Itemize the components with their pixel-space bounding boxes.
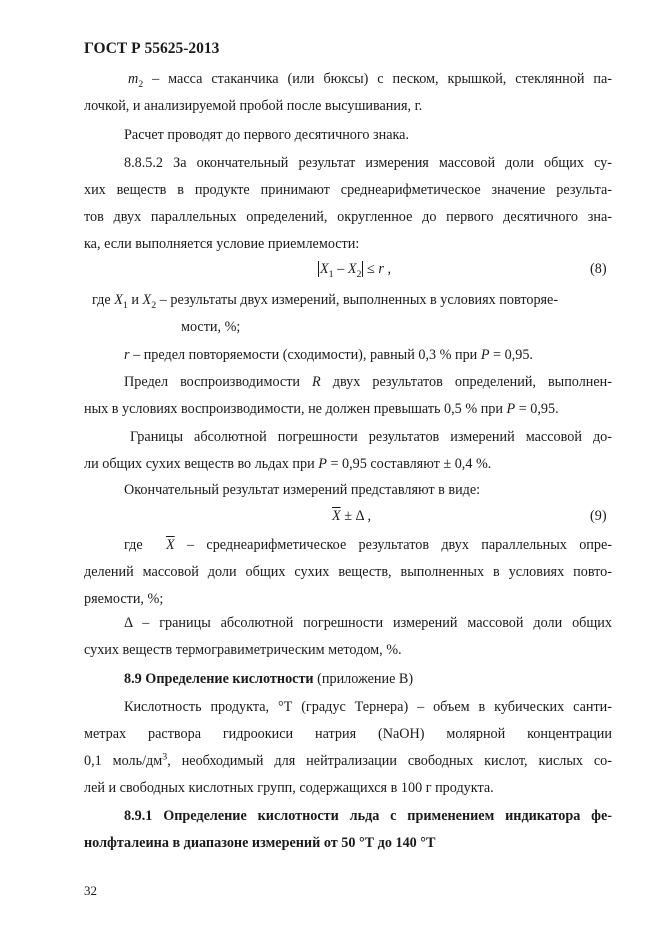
m2-definition-line-1 — [128, 70, 612, 88]
error-bounds-line-2 — [84, 455, 491, 473]
eq8-x1-sub: 1 — [328, 268, 334, 280]
equation-9-number: (9) — [590, 508, 607, 524]
error-text-b: = 0,95 составляют ± 0,4 %. — [326, 456, 492, 472]
m2-definition-line-2: лочкой, и анализируемой пробой после высушивания, г. — [84, 98, 423, 114]
reproducibility-line-1 — [124, 373, 612, 391]
eq9-xbar: $\overline{X}$ — [332, 508, 341, 524]
r-p-value: = 0,95. — [489, 347, 533, 363]
m2-text: – масса стаканчика (или бюксы) с песком, крышкой, стеклянной па- — [143, 71, 612, 87]
abs-difference — [318, 261, 363, 280]
para-8852-line-2: хих веществ в продукте принимают среднеарифметическое значение результа- — [84, 182, 612, 198]
repro-text-b: двух результатов определений, выполнен- — [320, 374, 612, 390]
r-definition — [124, 346, 533, 364]
section-8-9-1-heading-line-2: нолфталеина в диапазоне измерений от 50 °Т до 140 °Т — [84, 835, 436, 851]
where-xbar-line-2: делений массовой доли общих сухих веществ, выполненных в условиях повто- — [84, 564, 612, 580]
where-x1: X — [114, 292, 123, 308]
acidity-para-line-4: лей и свободных кислотных групп, содержащихся в 100 г продукта. — [84, 780, 494, 796]
delta-definition-line-1: Δ – границы абсолютной погрешности измерений массовой доли общих — [124, 615, 612, 631]
repro-R-symbol: R — [312, 374, 321, 390]
r-text: – предел повторяемости (сходимости), равный 0,3 % при — [129, 347, 481, 363]
where-x-text: – результаты двух измерений, выполненных в условиях повторяе- — [156, 292, 559, 308]
para-8852-line-3: тов двух параллельных определений, округленное до первого десятичного зна- — [84, 209, 612, 225]
r-symbol: r — [124, 347, 130, 363]
document-header: ГОСТ Р 55625-2013 — [84, 40, 220, 57]
where-x2-sub: 2 — [151, 299, 157, 311]
eq8-minus: – — [333, 261, 348, 277]
acidity-para-line-2: метрах раствора гидроокиси натрия (NaOH) молярной концентрации — [84, 726, 612, 742]
page-number: 32 — [84, 883, 97, 898]
eq8-x1: X — [320, 261, 329, 277]
acidity-unit-sup: 3 — [162, 751, 168, 763]
repro-text-a: Предел воспроизводимости — [124, 374, 313, 390]
equation-8 — [318, 260, 391, 278]
equation-8-number: (8) — [590, 261, 607, 277]
where-xbar-label: где — [124, 537, 143, 553]
delta-definition-line-2: сухих веществ термогравиметрическим методом, %. — [84, 642, 402, 658]
m2-subscript: 2 — [138, 78, 144, 90]
eq8-tail: , — [383, 261, 391, 277]
where-xbar-line-3: ряемости, %; — [84, 591, 164, 607]
calc-precision-note: Расчет проводят до первого десятичного знака. — [124, 127, 410, 143]
section-8-9-annex: (приложение В) — [313, 671, 414, 687]
where-xbar-symbol: $\overline{X}$ — [166, 537, 175, 553]
repro-p-value: = 0,95. — [515, 401, 559, 417]
para-8852-line-4: ка, если выполняется условие приемлемости: — [84, 236, 360, 252]
where-x1-x2-line-2: мости, %; — [181, 319, 241, 335]
error-p-symbol: P — [318, 456, 327, 472]
para-8852-line-1: 8.8.5.2 За окончательный результат измерения массовой доли общих су- — [124, 155, 612, 171]
m2-symbol: m — [128, 71, 139, 87]
repro-p-symbol: P — [506, 401, 516, 417]
eq8-x2: X — [347, 261, 357, 277]
error-text-a: ли общих сухих веществ во льдах при — [84, 456, 319, 472]
eq8-r: r — [378, 261, 384, 277]
acidity-text: , необходимый для нейтрализации свободных кислот, кислых со- — [167, 753, 613, 769]
r-p-symbol: P — [480, 347, 490, 363]
where-x1-sub: 1 — [122, 299, 128, 311]
final-result-intro: Окончательный результат измерений представляют в виде: — [124, 482, 481, 498]
where-x1-x2-line-1 — [92, 291, 558, 309]
section-8-9-1-heading-line-1: 8.9.1 Определение кислотности льда с применением индикатора фе- — [124, 808, 612, 824]
reproducibility-line-2 — [84, 400, 559, 418]
where-x2: X — [142, 292, 152, 308]
eq9-tail: ± Δ , — [340, 508, 371, 524]
error-bounds-line-1: Границы абсолютной погрешности результатов измерений массовой до- — [130, 429, 612, 445]
repro-text-c: ных в условиях воспроизводимости, не должен превышать 0,5 % при — [84, 401, 507, 417]
acidity-para-line-3 — [84, 752, 612, 770]
equation-9 — [332, 507, 371, 525]
acidity-unit: 0,1 моль/дм — [84, 753, 163, 769]
eq8-x2-sub: 2 — [356, 268, 362, 280]
section-8-9-heading — [124, 670, 413, 688]
where-and: и — [127, 292, 143, 308]
acidity-para-line-1: Кислотность продукта, °Т (градус Тернера) – объем в кубических санти- — [124, 699, 612, 715]
eq8-relation: ≤ — [363, 261, 379, 277]
where-xbar-line-1: – среднеарифметическое результатов двух параллельных опре- — [187, 537, 612, 553]
where-label: где — [92, 292, 115, 308]
section-8-9-title: 8.9 Определение кислотности — [124, 671, 314, 687]
